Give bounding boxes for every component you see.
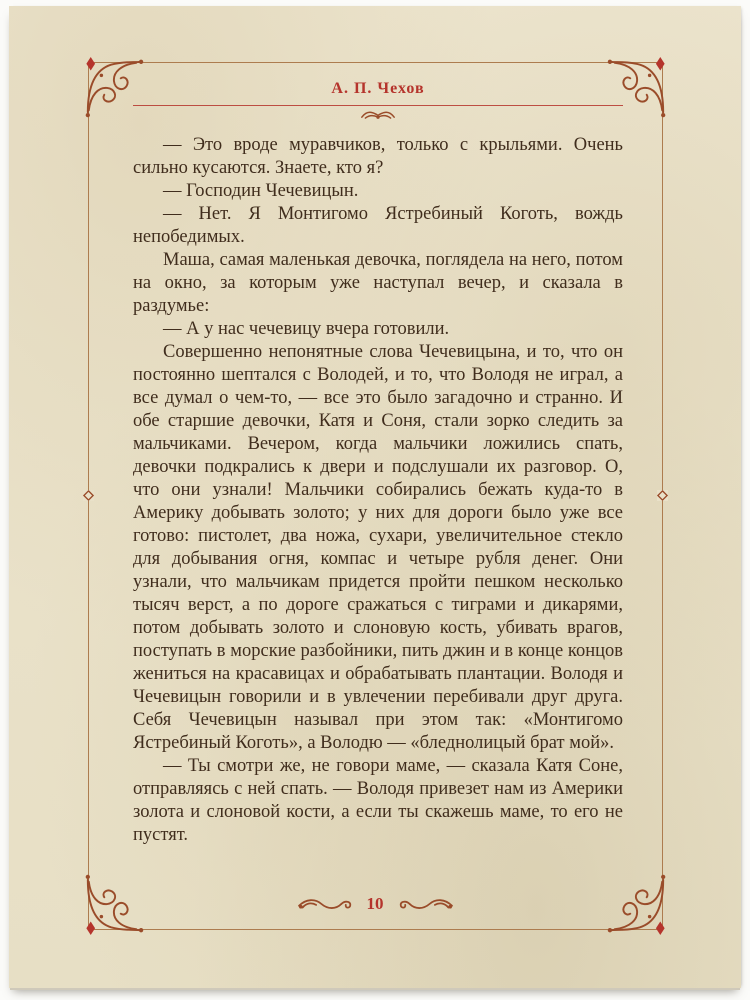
header-flourish-icon — [360, 108, 396, 121]
page-body — [133, 134, 623, 847]
page-number: 10 — [366, 894, 384, 913]
paragraph: — Господин Чечевицын. — [163, 181, 359, 201]
paragraph: Совершенно непонятные слова Чечевицына, и то, что он постоянно шептался с Володей, и то, что Володя не играл, а все думал о чем-то, — все это было загадочно и странно. И обе старшие девочки, Катя и Соня, стали зорко следить за мальчиками. Вечером, когда мальчики ложились спать, девочки подкрались к двери и подслушали их разговор. О, что они узнали! Мальчики собирались бежать куда-то в Америку добывать золото; у них для дороги было уже все готово: пистолет, два ножа, сухари, увеличительное стекло для добывания огня, компас и четыре рубля денег. Они узнали, что мальчикам придется пройти пешком несколько тысяч верст, а по дороге сражаться с тиграми и дикарями, потом добывать золото и слоновую кость, убивать врагов, поступать в морские разбойники, пить джин и в конце концов жениться на красавицах и обрабатывать плантации. Володя и Чечевицын говорили и в увлечении перебивали друг друга. Себя Чечевицын называл при этом так: «Монтигомо Ястребиный Коготь», а Володю — «бледнолицый брат мой». — [133, 342, 623, 753]
paragraph: — Нет. Я Монтигомо Ястребиный Коготь, вождь непобедимых. — [133, 204, 623, 247]
page-content — [133, 80, 623, 847]
side-diamond-icon — [657, 490, 668, 501]
paragraph: Маша, самая маленькая девочка, поглядела на него, потом на окно, за которым уже наступал вечер, и сказала в раздумье: — [133, 250, 623, 316]
paragraph: — А у нас чечевицу вчера готовили. — [163, 319, 450, 339]
book-page — [9, 6, 741, 988]
side-diamond-icon — [83, 490, 94, 501]
footer-scroll-icon — [297, 895, 355, 913]
paragraph: — Это вроде муравчиков, только с крыльями. Очень сильно кусаются. Знаете, кто я? — [133, 135, 623, 178]
header-rule — [133, 105, 623, 106]
author-header: А. П. Чехов — [331, 80, 425, 97]
page-footer — [9, 894, 741, 914]
paragraph: — Ты смотри же, не говори маме, — сказала Катя Соне, отправляясь с ней спать. — Володя привезет нам из Америки золота и слоновой кости, а если ты скажешь маме, то его не пустят. — [133, 756, 623, 845]
footer-scroll-icon — [396, 895, 454, 913]
